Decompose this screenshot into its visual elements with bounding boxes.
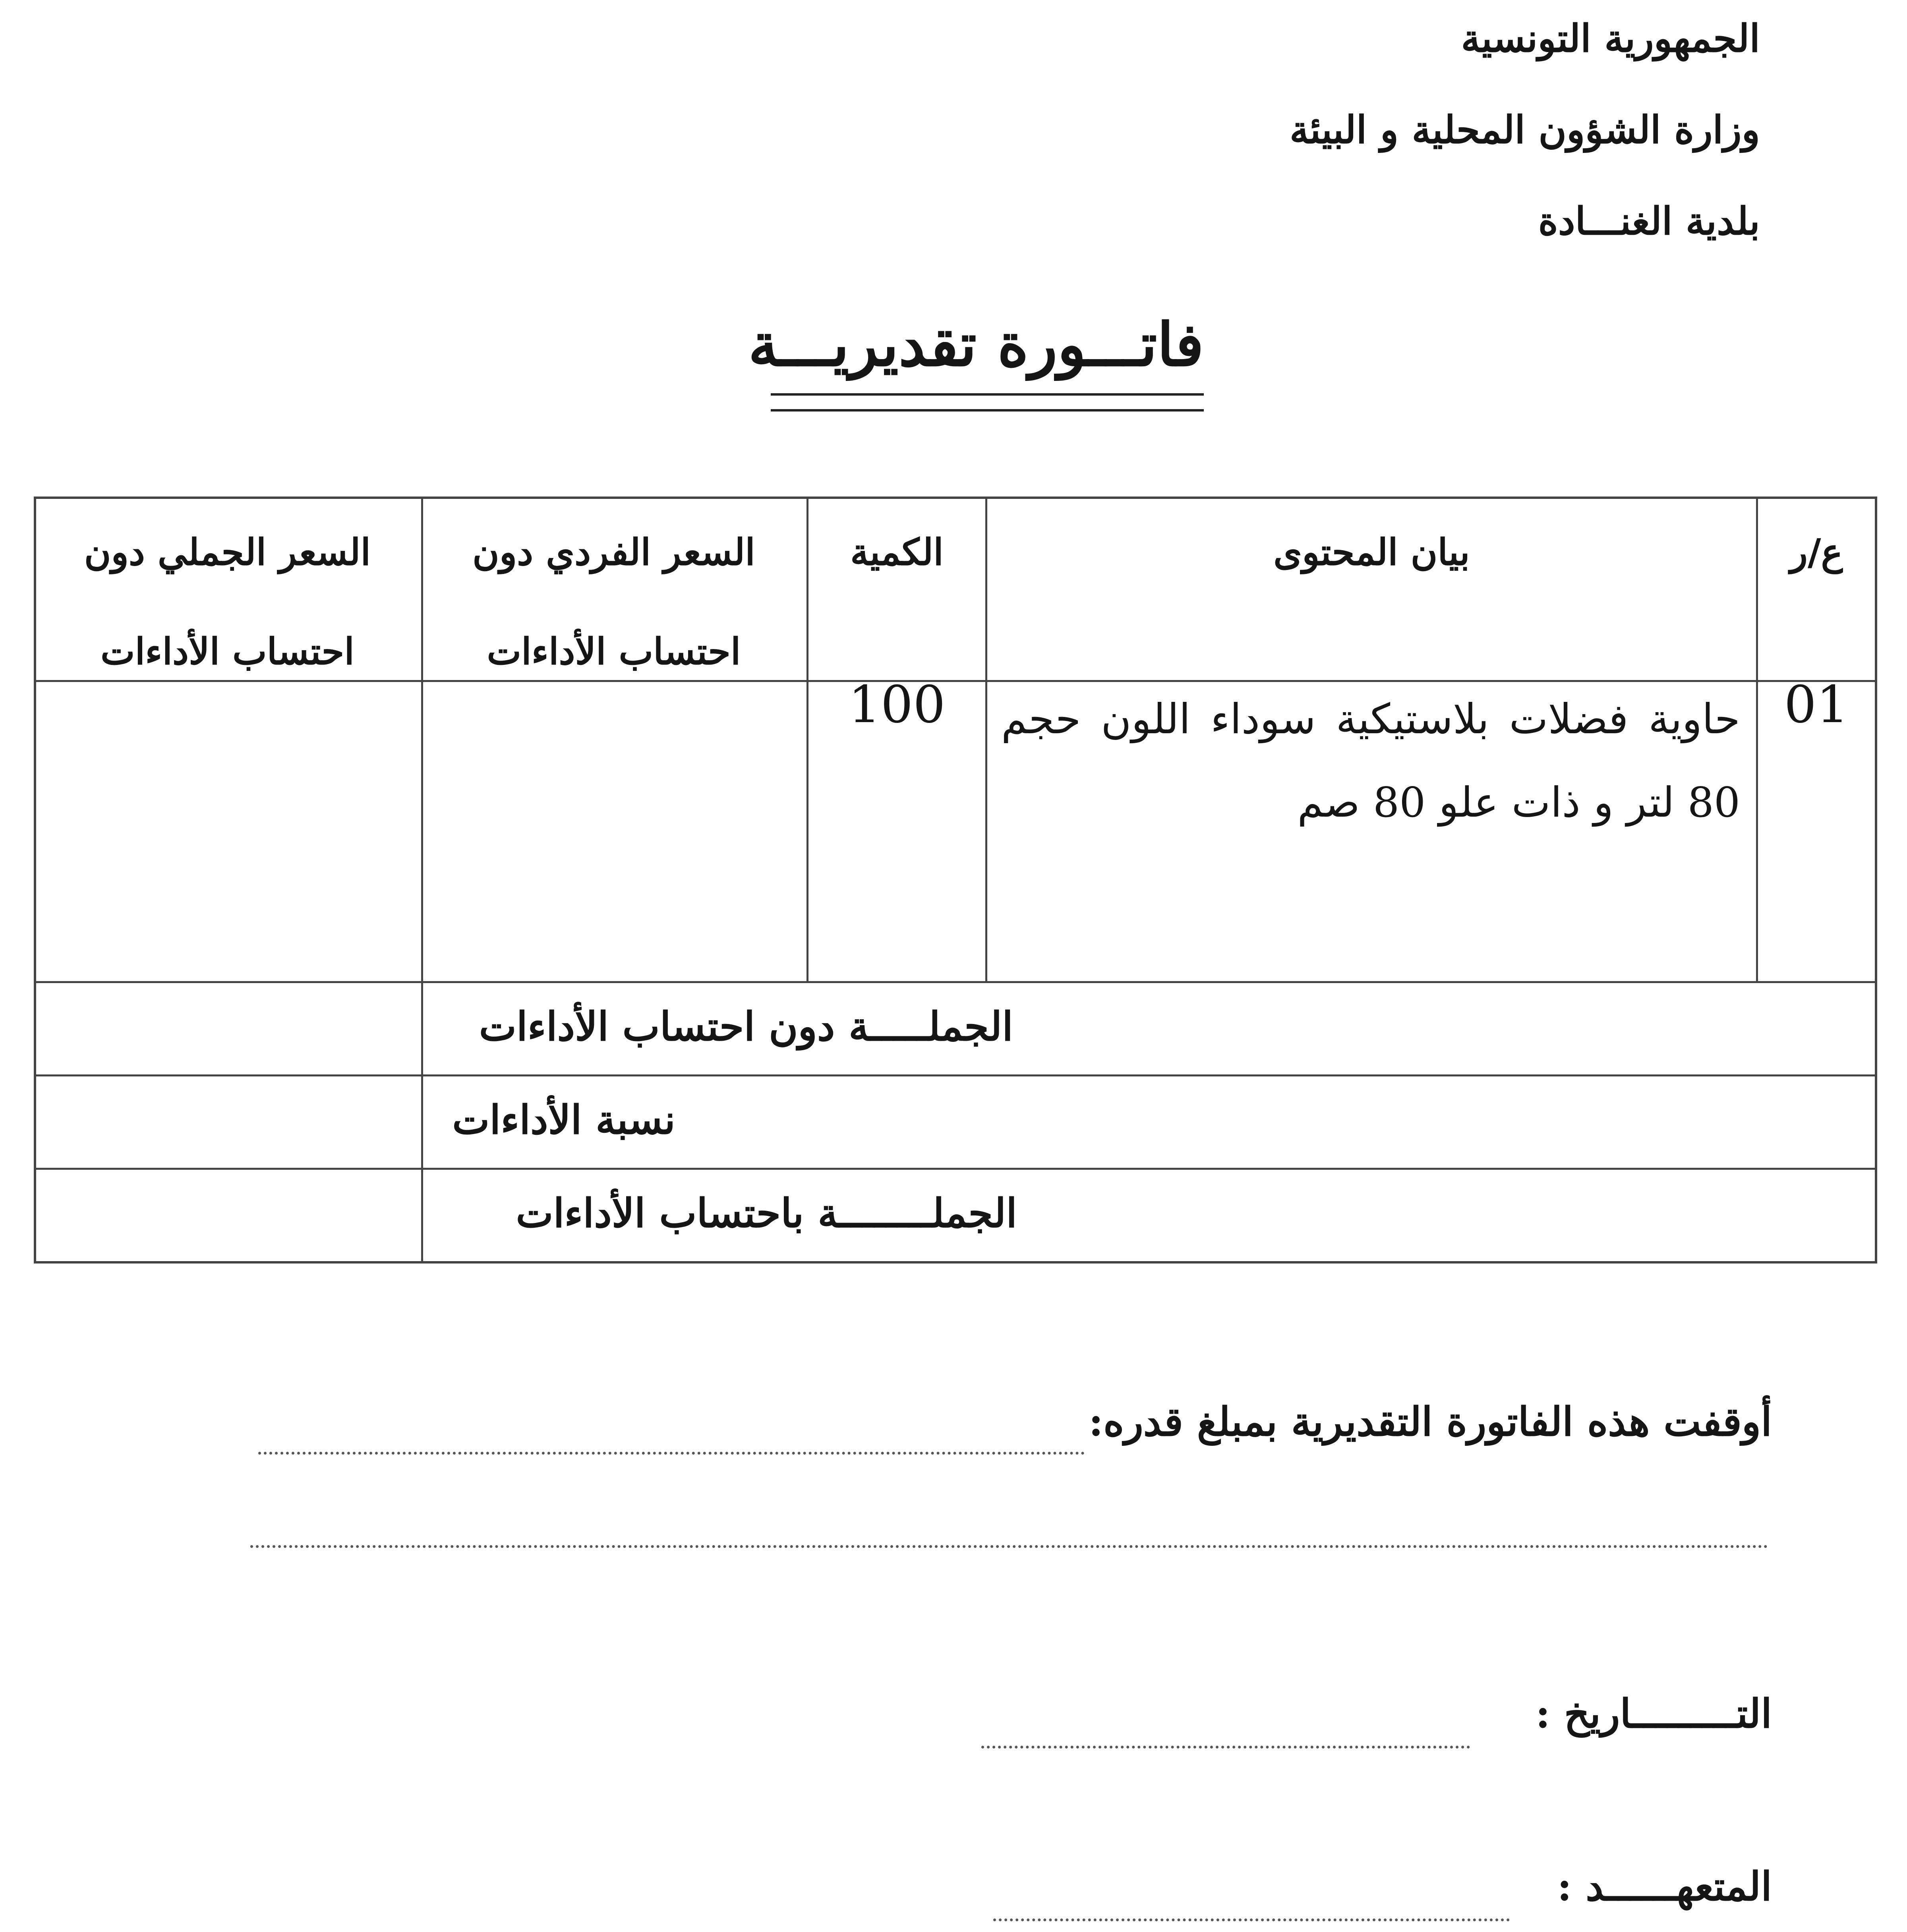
- title-underline-bottom: [771, 409, 1204, 412]
- republic-name: الجمهورية التونسية: [1461, 16, 1760, 61]
- column-header-index: ع/ر: [1790, 531, 1843, 574]
- column-header-description: بيان المحتوى: [1273, 531, 1470, 574]
- ministry-name: وزارة الشؤون المحلية و البيئة: [1289, 107, 1760, 152]
- supplier-dotted-line: [993, 1918, 1510, 1921]
- amount-dotted-line-1: [258, 1452, 1085, 1455]
- col-rule-total: [421, 497, 423, 1264]
- supplier-label: المتعهــــــد :: [1557, 1863, 1772, 1910]
- table-border-top: [34, 497, 1877, 499]
- item-quantity: 100: [848, 675, 946, 734]
- amount-label: أوقفت هذه الفاتورة التقديرية بمبلغ قدره:: [1089, 1398, 1772, 1445]
- date-dotted-line: [981, 1746, 1470, 1748]
- summary-label-total-excl-tax: الجملـــــة دون احتساب الأداءات: [479, 1003, 1013, 1050]
- municipality-name: بلدية الغنـــادة: [1538, 199, 1760, 243]
- title-underline-top: [771, 393, 1204, 396]
- document-title: فاتـــورة تقديريـــة: [748, 310, 1204, 380]
- item-description: حاوية فضلات بلاستيكية سوداء اللون حجم 80 لتر و ذات علو 80 صم: [1001, 695, 1740, 827]
- table-border-right: [1875, 497, 1877, 1264]
- table-item-rule: [34, 981, 1877, 983]
- table-border-left: [34, 497, 36, 1264]
- summary-label-total-incl-tax: الجملــــــــة باحتساب الأداءات: [516, 1190, 1017, 1236]
- date-label: التـــــــــاريخ :: [1536, 1690, 1772, 1737]
- column-header-unit-price: السعر الفردي دون احتساب الأداءات: [472, 531, 755, 673]
- table-summary-rule-1: [34, 1074, 1877, 1076]
- amount-dotted-line-2: [250, 1545, 1768, 1548]
- column-header-total-price: السعر الجملي دون احتساب الأداءات: [84, 531, 371, 673]
- table-border-bottom: [34, 1261, 1877, 1264]
- table-summary-rule-2: [34, 1168, 1877, 1170]
- column-header-quantity: الكمية: [850, 531, 944, 574]
- summary-label-tax-rate: نسبة الأداءات: [452, 1096, 675, 1143]
- item-index: 01: [1784, 675, 1849, 734]
